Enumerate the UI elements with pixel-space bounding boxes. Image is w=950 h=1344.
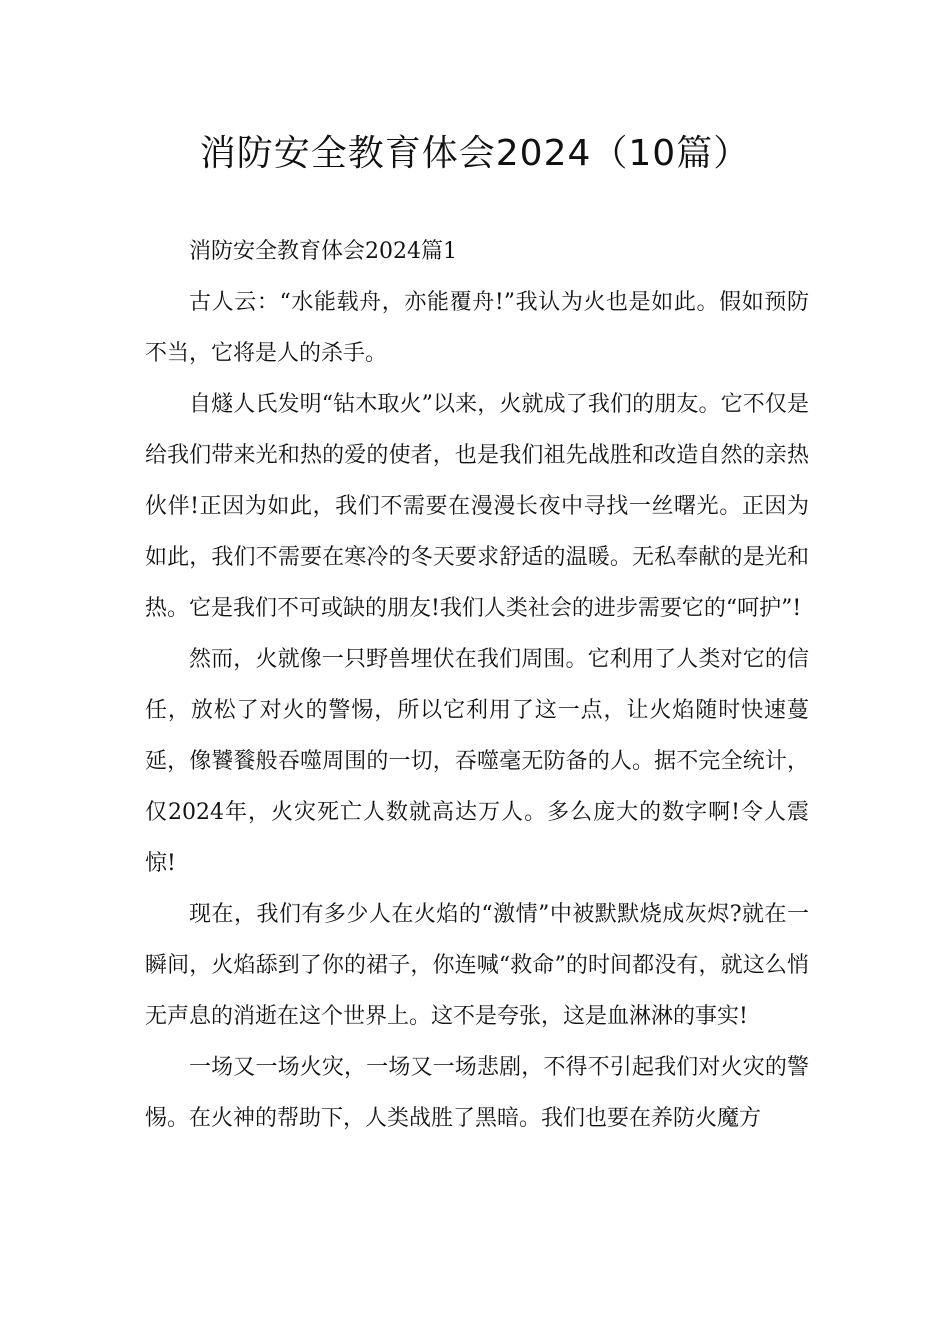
paragraph-2: 自燧人氏发明“钻木取火”以来，火就成了我们的朋友。它不仅是给我们带来光和热的爱的使者，也是我们祖先战胜和改造自然的亲热伙伴!正因为如此，我们不需要在漫漫长夜中寻找一丝曙光。正因为如此，我们不需要在寒冷的冬天要求舒适的温暖。无私奉献的是光和热。它是我们不可或缺的朋友!我们人类社会的进步需要它的“呵护”! <box>145 392 809 621</box>
paragraph-1: 古人云：“水能载舟，亦能覆舟!”我认为火也是如此。假如预防不当，它将是人的杀手。 <box>145 290 809 366</box>
paragraph-5: 一场又一场火灾，一场又一场悲剧，不得不引起我们对火灾的警惕。在火神的帮助下，人类战胜了黑暗。我们也要在养防火魔方 <box>145 1055 809 1131</box>
document-body <box>145 226 809 1144</box>
paragraph-3: 然而，火就像一只野兽埋伏在我们周围。它利用了人类对它的信任，放松了对火的警惕，所以它利用了这一点，让火焰随时快速蔓延，像饕餮般吞噬周围的一切，吞噬毫无防备的人。据不完全统计，仅2024年，火灾死亡人数就高达万人。多么庞大的数字啊!令人震惊! <box>145 647 809 876</box>
section-title: 消防安全教育体会2024篇1 <box>189 239 457 264</box>
paragraph-4: 现在，我们有多少人在火焰的“激情”中被默默烧成灰烬?就在一瞬间，火焰舔到了你的裙子，你连喊“救命”的时间都没有，就这么悄无声息的消逝在这个世界上。这不是夸张，这是血淋淋的事实! <box>145 902 809 1029</box>
document-title: 消防安全教育体会2024（10篇） <box>199 133 751 174</box>
